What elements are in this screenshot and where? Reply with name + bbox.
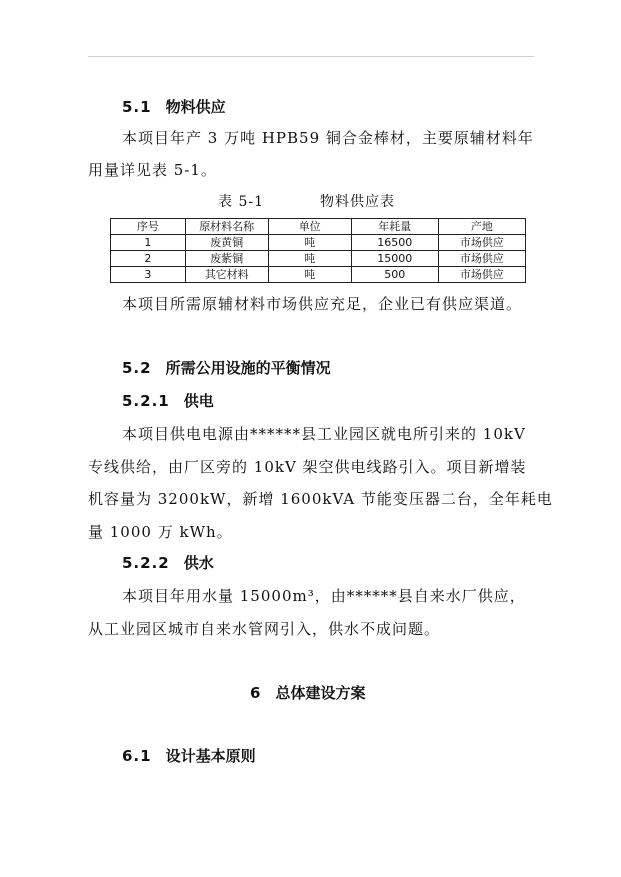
cell-material: 废紫铜 (185, 251, 268, 267)
cell-material: 废黄铜 (185, 235, 268, 251)
section-5-2-1-heading (122, 392, 214, 410)
chapter-6-title: 总体建设方案 (275, 684, 366, 702)
cell-unit: 吨 (268, 235, 351, 251)
section-5-2-number: 5.2 (122, 359, 152, 377)
cell-origin: 市场供应 (438, 251, 525, 267)
section-5-1-para-line2: 用量详见表 5-1。 (88, 161, 217, 179)
header-material: 原材料名称 (185, 219, 268, 235)
header-annual-consumption: 年耗量 (351, 219, 438, 235)
cell-seq: 2 (111, 251, 186, 267)
table-header-row (111, 219, 526, 235)
cell-origin: 市场供应 (438, 235, 525, 251)
cell-material: 其它材料 (185, 267, 268, 283)
chapter-6-number: 6 (250, 684, 262, 702)
cell-seq: 3 (111, 267, 186, 283)
cell-origin: 市场供应 (438, 267, 525, 283)
header-unit: 单位 (268, 219, 351, 235)
section-5-2-1-number: 5.2.1 (122, 392, 170, 410)
section-5-2-heading (122, 359, 331, 377)
section-5-2-1-title: 供电 (183, 392, 214, 410)
power-para-line2: 专线供给，由厂区旁的 10kV 架空供电线路引入。项目新增装 (88, 458, 527, 476)
section-5-2-2-number: 5.2.2 (122, 554, 170, 572)
table-caption-label: 表 5-1 (218, 194, 264, 210)
section-5-2-title: 所需公用设施的平衡情况 (165, 359, 331, 377)
power-para-line3: 机容量为 3200kW，新增 1600kVA 节能变压器二台，全年耗电 (88, 490, 553, 508)
cell-unit: 吨 (268, 251, 351, 267)
section-5-2-2-heading (122, 554, 214, 572)
table-row (111, 251, 526, 267)
cell-annual-consumption: 500 (351, 267, 438, 283)
table-note: 本项目所需原辅材料市场供应充足，企业已有供应渠道。 (122, 295, 523, 313)
cell-annual-consumption: 15000 (351, 251, 438, 267)
table-caption (218, 194, 395, 210)
section-5-1-heading (122, 98, 226, 116)
table-row (111, 267, 526, 283)
water-para-line2: 从工业园区城市自来水管网引入，供水不成问题。 (88, 620, 441, 638)
header-origin: 产地 (438, 219, 525, 235)
cell-unit: 吨 (268, 267, 351, 283)
section-5-1-title: 物料供应 (165, 98, 226, 116)
section-5-1-para-line1: 本项目年产 3 万吨 HPB59 铜合金棒材，主要原辅材料年 (122, 129, 534, 147)
section-6-1-number: 6.1 (122, 747, 152, 765)
cell-annual-consumption: 16500 (351, 235, 438, 251)
power-para-line4: 量 1000 万 kWh。 (88, 523, 233, 541)
header-seq: 序号 (111, 219, 186, 235)
section-5-2-2-title: 供水 (183, 554, 214, 572)
section-6-1-title: 设计基本原则 (165, 747, 256, 765)
section-6-1-heading (122, 747, 256, 765)
header-rule (88, 56, 534, 57)
power-para-line1: 本项目供电电源由******县工业园区就电所引来的 10kV (122, 425, 526, 443)
water-para-line1: 本项目年用水量 15000m³，由******县自来水厂供应， (122, 587, 526, 605)
material-supply-table (110, 218, 526, 283)
cell-seq: 1 (111, 235, 186, 251)
table-caption-title: 物料供应表 (320, 194, 395, 210)
table-row (111, 235, 526, 251)
chapter-6-heading (250, 684, 365, 702)
section-5-1-number: 5.1 (122, 98, 152, 116)
